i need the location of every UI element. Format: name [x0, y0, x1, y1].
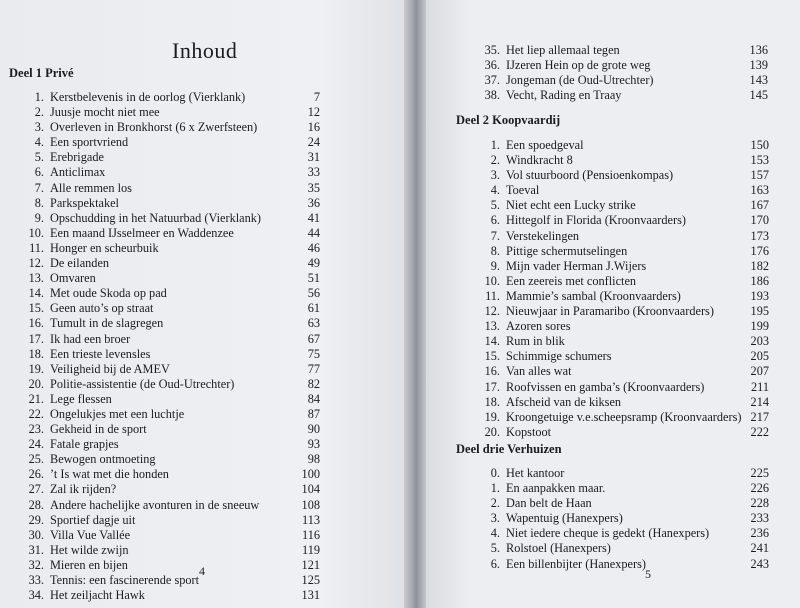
section-heading-deel-2: Deel 2 Koopvaardij [456, 113, 561, 127]
toc-entry [468, 425, 769, 440]
toc-entry-page: 139 [749, 58, 768, 73]
toc-entry [12, 181, 320, 196]
toc-entry [12, 513, 320, 528]
toc-entry [12, 196, 320, 211]
toc-entry-number: 15. [28, 301, 44, 316]
toc-entry-title: Andere hachelijke avonturen in de sneeuw [50, 497, 260, 512]
toc-entry-number: 7. [34, 180, 44, 195]
toc-entry-page: 75 [307, 346, 320, 361]
toc-entry-number: 5. [490, 541, 500, 556]
toc-entry-number: 37. [484, 73, 500, 88]
right-page [426, 0, 800, 608]
toc-entry [12, 241, 320, 256]
toc-entry-number: 22. [28, 406, 44, 421]
toc-entry-page: 35 [307, 180, 320, 195]
toc-entry-title: Een spoedgeval [506, 138, 584, 152]
toc-entry [12, 105, 320, 120]
toc-entry-page: 222 [750, 424, 769, 439]
toc-entry-title: Een trieste levensles [50, 346, 151, 361]
toc-entry-number: 17. [484, 379, 500, 394]
toc-entry-title: Een sportvriend [50, 135, 129, 150]
toc-entry [468, 395, 769, 410]
toc-entry [12, 377, 320, 392]
toc-entry-page: 170 [750, 213, 769, 228]
toc-entry-page: 214 [750, 394, 769, 409]
toc-entry-page: 46 [307, 240, 320, 255]
toc-entry-page: 143 [749, 73, 768, 88]
toc-entry-page: 49 [307, 256, 320, 271]
toc-entry-page: 77 [307, 361, 320, 376]
toc-entry-number: 0. [490, 466, 500, 480]
toc-entry-page: 90 [307, 422, 320, 437]
toc-entry-title: En aanpakken maar. [506, 481, 606, 496]
toc-entry-page: 33 [307, 165, 320, 180]
toc-entry-page: 82 [307, 376, 320, 391]
toc-entry-title: Veiligheid bij de AMEV [50, 361, 170, 376]
toc-entry-title: Schimmige schumers [506, 349, 612, 364]
toc-entry-number: 25. [28, 452, 44, 467]
toc-entry-number: 14. [484, 334, 500, 349]
toc-entry-number: 4. [490, 183, 500, 198]
toc-entry-page: 153 [750, 153, 769, 168]
toc-entry-number: 10. [484, 273, 500, 288]
toc-entry [12, 286, 320, 301]
toc-entry-title: Het kantoor [506, 466, 565, 480]
toc-entry [468, 259, 769, 274]
toc-entry-number: 11. [29, 240, 44, 255]
toc-entry-page: 211 [751, 379, 769, 394]
toc-entry-page: 41 [307, 210, 320, 225]
toc-entry-number: 5. [34, 150, 44, 165]
toc-entry-number: 16. [484, 364, 500, 379]
toc-entry-page: 16 [307, 120, 320, 135]
toc-entry-page: 87 [307, 406, 320, 421]
toc-entry-page: 121 [301, 557, 320, 572]
toc-entry [468, 557, 769, 572]
toc-entry-number: 32. [28, 557, 44, 572]
toc-entry [468, 334, 769, 349]
toc-entry-number: 5. [490, 198, 500, 213]
toc-entry-title: Juusje mocht niet mee [50, 105, 160, 120]
toc-entry-page: 131 [301, 588, 320, 603]
toc-entry-number: 28. [28, 497, 44, 512]
toc-entry-number: 6. [490, 556, 500, 571]
toc-entry-number: 26. [28, 467, 44, 482]
toc-entry-title: Afscheid van de kiksen [506, 394, 622, 409]
toc-entry-number: 10. [28, 225, 44, 240]
toc-entry-page: 44 [307, 225, 320, 240]
toc-entry-number: 3. [490, 168, 500, 183]
toc-entry-number: 1. [490, 481, 500, 496]
toc-entry-title: Azoren sores [506, 319, 571, 334]
toc-entry-number: 12. [484, 304, 500, 319]
toc-entry-number: 8. [34, 195, 44, 210]
toc-entry-number: 13. [484, 319, 500, 334]
toc-entry-number: 6. [34, 165, 44, 180]
toc-entry [468, 289, 769, 304]
toc-entry-page: 241 [750, 541, 769, 556]
toc-entry-title: Ongelukjes met een luchtje [50, 406, 185, 421]
toc-entry-number: 31. [28, 542, 44, 557]
toc-entry-title: Nieuwjaar in Paramaribo (Kroonvaarders) [506, 304, 714, 319]
toc-entry-page: 36 [307, 195, 320, 210]
toc-entry-title: Alle remmen los [50, 180, 132, 195]
toc-entry [468, 364, 769, 379]
section-heading-deel-1: Deel 1 Privé [9, 66, 74, 80]
toc-entry [12, 362, 320, 377]
toc-entry-page: 207 [750, 364, 769, 379]
toc-entry-title: Erebrigade [50, 150, 104, 165]
toc-entry-title: Verstekelingen [506, 228, 580, 243]
toc-entry-page: 163 [750, 183, 769, 198]
toc-entry [12, 301, 320, 316]
toc-entry [12, 452, 320, 467]
toc-entry [468, 349, 769, 364]
toc-entry [468, 229, 769, 244]
toc-entry [12, 573, 320, 588]
toc-entry-number: 27. [28, 482, 44, 497]
toc-entry-title: Kroongetuige v.e.scheepsramp (Kroonvaarders) [506, 409, 742, 424]
toc-entry-number: 9. [490, 258, 500, 273]
toc-entry-title: Dan belt de Haan [506, 496, 592, 511]
toc-entry-title: Een maand IJsselmeer en Waddenzee [50, 225, 234, 240]
toc-entry [12, 437, 320, 452]
toc-entry-page: 173 [750, 228, 769, 243]
toc-entry-page: 217 [750, 409, 769, 424]
toc-entry [468, 43, 768, 58]
toc-entry [468, 244, 769, 259]
toc-entry-title: Een billenbijter (Hanexpers) [506, 556, 646, 571]
toc-entry-page: 186 [750, 273, 769, 288]
toc-entry-number: 7. [490, 228, 500, 243]
toc-entry-page: 225 [750, 466, 769, 480]
toc-entry-number: 14. [28, 286, 44, 301]
toc-entry-page: 125 [301, 573, 320, 587]
toc-entry [12, 211, 320, 226]
toc-entry-page: 24 [307, 135, 320, 150]
toc-entry-title: De eilanden [50, 256, 110, 271]
toc-entry-number: 19. [484, 409, 500, 424]
toc-entry-page: 67 [307, 331, 320, 346]
toc-entry-page: 63 [307, 316, 320, 331]
toc-entry-page: 233 [750, 511, 769, 526]
toc-entry [12, 528, 320, 543]
toc-entry-title: Vecht, Rading en Traay [506, 88, 622, 103]
toc-entry-title: Vol stuurboord (Pensioenkompas) [506, 168, 674, 183]
toc-entry-number: 18. [28, 346, 44, 361]
toc-entry-page: 226 [750, 481, 769, 496]
toc-entry-title: Geen auto’s op straat [50, 301, 154, 316]
toc-entry [12, 316, 320, 331]
toc-entry-page: 236 [750, 526, 769, 541]
toc-entry-number: 6. [490, 213, 500, 228]
toc-entry-title: Politie-assistentie (de Oud-Utrechter) [50, 376, 235, 391]
toc-entry-title: Bewogen ontmoeting [50, 452, 156, 467]
toc-entry-page: 136 [749, 43, 768, 57]
toc-entry [12, 226, 320, 241]
toc-entry-page: 56 [307, 286, 320, 301]
toc-entry [468, 58, 768, 73]
toc-entry-number: 34. [28, 588, 44, 603]
toc-entry-title: Een zeereis met conflicten [506, 273, 637, 288]
toc-entry [12, 332, 320, 347]
toc-entry [468, 168, 769, 183]
toc-entry-number: 1. [34, 90, 44, 104]
toc-entry-title: Villa Vue Vallée [50, 527, 131, 542]
toc-entry [468, 88, 768, 103]
toc-entry-number: 17. [28, 331, 44, 346]
toc-entry-page: 93 [307, 437, 320, 452]
toc-entry-title: Overleven in Bronkhorst (6 x Zwerfsteen) [50, 120, 258, 135]
toc-entry-number: 1. [490, 138, 500, 152]
toc-entry-title: Sportief dagje uit [50, 512, 136, 527]
toc-entry-page: 113 [302, 512, 320, 527]
toc-entry [468, 410, 769, 425]
toc-entry-page: 205 [750, 349, 769, 364]
toc-entry-page: 84 [307, 391, 320, 406]
toc-entry [12, 407, 320, 422]
toc-entry-page: 7 [313, 90, 320, 104]
toc-entry-number: 38. [484, 88, 500, 103]
toc-entry-title: Omvaren [50, 271, 96, 286]
toc-entry-title: Honger en scheurbuik [50, 240, 159, 255]
toc-entry-title: Hittegolf in Florida (Kroonvaarders) [506, 213, 686, 228]
toc-entry-number: 36. [484, 58, 500, 73]
toc-entry-title: Mieren en bijen [50, 557, 128, 572]
toc-entry-page: 199 [750, 319, 769, 334]
toc-entry [468, 319, 769, 334]
toc-entry [12, 347, 320, 362]
toc-entry-title: Van alles wat [506, 364, 572, 379]
book-gutter [404, 0, 426, 608]
toc-entry-number: 4. [490, 526, 500, 541]
toc-entry [468, 466, 769, 481]
toc-entry-page: 195 [750, 304, 769, 319]
toc-entry-number: 4. [34, 135, 44, 150]
toc-list-deel-2 [468, 138, 769, 440]
toc-entry-number: 2. [34, 105, 44, 120]
toc-entry [468, 511, 769, 526]
toc-entry-number: 24. [28, 437, 44, 452]
toc-entry-number: 20. [484, 424, 500, 439]
toc-entry-page: 12 [307, 105, 320, 120]
toc-entry [12, 498, 320, 513]
toc-entry-number: 30. [28, 527, 44, 542]
toc-entry-title: Lege flessen [50, 391, 112, 406]
toc-entry [468, 496, 769, 511]
toc-entry-page: 98 [307, 452, 320, 467]
toc-entry-number: 8. [490, 243, 500, 258]
toc-entry [12, 120, 320, 135]
toc-entry-page: 31 [307, 150, 320, 165]
toc-entry [12, 135, 320, 150]
toc-entry-number: 9. [34, 210, 44, 225]
toc-entry-title: IJzeren Hein op de grote weg [506, 58, 651, 73]
toc-list-deel-1 [12, 90, 320, 603]
toc-entry-title: Jongeman (de Oud-Utrechter) [506, 73, 654, 88]
toc-entry-page: 108 [301, 497, 320, 512]
toc-entry [12, 588, 320, 603]
toc-entry-page: 193 [750, 288, 769, 303]
toc-entry-title: Het zeiljacht Hawk [50, 588, 145, 603]
toc-entry-title: Kerstbelevenis in de oorlog (Vierklank) [50, 90, 246, 104]
toc-entry-title: Tumult in de slagregen [50, 316, 164, 331]
toc-entry [468, 153, 769, 168]
toc-entry-number: 19. [28, 361, 44, 376]
toc-entry-page: 145 [749, 88, 768, 103]
toc-entry-title: Opschudding in het Natuurbad (Vierklank) [50, 210, 261, 225]
toc-entry [12, 482, 320, 497]
toc-entry-title: Rum in blik [506, 334, 565, 349]
toc-entry-page: 119 [302, 542, 320, 557]
toc-list-deel-3 [468, 466, 769, 572]
toc-entry [12, 392, 320, 407]
toc-entry-number: 13. [28, 271, 44, 286]
toc-entry-title: Pittige schermutselingen [506, 243, 628, 258]
toc-entry [12, 543, 320, 558]
toc-entry [12, 558, 320, 573]
toc-entry-title: Parkspektakel [50, 195, 119, 210]
toc-entry-number: 16. [28, 316, 44, 331]
toc-entry [12, 256, 320, 271]
toc-entry-page: 203 [750, 334, 769, 349]
toc-entry-title: Gekheid in de sport [50, 422, 147, 437]
toc-list-deel-1-continued [468, 43, 768, 103]
toc-entry-title: Wapentuig (Hanexpers) [506, 511, 623, 526]
toc-entry-title: Mijn vader Herman J.Wijers [506, 258, 647, 273]
page-number-left: 4 [199, 564, 205, 578]
toc-entry-title: Niet iedere cheque is gedekt (Hanexpers) [506, 526, 710, 541]
page-title: Inhoud [172, 38, 238, 63]
toc-entry-title: Anticlimax [50, 165, 106, 180]
toc-entry-number: 12. [28, 256, 44, 271]
toc-entry [468, 138, 769, 153]
toc-entry-number: 3. [490, 511, 500, 526]
toc-entry-number: 15. [484, 349, 500, 364]
toc-entry [468, 526, 769, 541]
toc-entry-number: 11. [485, 288, 500, 303]
toc-entry-page: 157 [750, 168, 769, 183]
toc-entry-title: Zal ik rijden? [50, 482, 117, 497]
toc-entry-number: 20. [28, 376, 44, 391]
toc-entry-number: 2. [490, 496, 500, 511]
section-heading-deel-3: Deel drie Verhuizen [456, 442, 562, 456]
toc-entry-number: 18. [484, 394, 500, 409]
toc-entry-title: ’t Is wat met die honden [50, 467, 169, 482]
toc-entry [468, 213, 769, 228]
toc-entry-title: Kopstoot [506, 424, 552, 439]
toc-entry [468, 481, 769, 496]
toc-entry-title: Mammie’s sambal (Kroonvaarders) [506, 288, 681, 303]
toc-entry-title: Het wilde zwijn [50, 542, 129, 557]
toc-entry [468, 73, 768, 88]
toc-entry [468, 274, 769, 289]
toc-entry-title: Roofvissen en gamba’s (Kroonvaarders) [506, 379, 705, 394]
toc-entry-page: 182 [750, 258, 769, 273]
toc-entry-number: 29. [28, 512, 44, 527]
toc-entry-page: 228 [750, 496, 769, 511]
toc-entry [12, 150, 320, 165]
toc-entry-page: 116 [302, 527, 320, 542]
toc-entry-page: 167 [750, 198, 769, 213]
toc-entry-title: Niet echt een Lucky strike [506, 198, 636, 213]
toc-entry-title: Windkracht 8 [506, 153, 573, 168]
toc-entry-title: Tennis: een fascinerende sport [50, 573, 200, 587]
toc-entry-title: Rolstoel (Hanexpers) [506, 541, 611, 556]
toc-entry [12, 165, 320, 180]
toc-entry [468, 541, 769, 556]
toc-entry [12, 271, 320, 286]
toc-entry [12, 422, 320, 437]
toc-entry-title: Met oude Skoda op pad [50, 286, 167, 301]
toc-entry-page: 100 [301, 467, 320, 482]
toc-entry-page: 61 [307, 301, 320, 316]
toc-entry-title: Fatale grapjes [50, 437, 119, 452]
toc-entry [468, 380, 769, 395]
page-number-right: 5 [645, 567, 651, 581]
toc-entry-number: 3. [34, 120, 44, 135]
toc-entry [468, 198, 769, 213]
toc-entry-page: 51 [307, 271, 320, 286]
toc-entry-page: 176 [750, 243, 769, 258]
toc-entry-page: 150 [750, 138, 769, 152]
toc-entry [468, 183, 769, 198]
toc-entry-title: Het liep allemaal tegen [506, 43, 620, 57]
toc-entry-page: 243 [750, 556, 769, 571]
toc-entry-page: 104 [301, 482, 320, 497]
toc-entry-title: Ik had een broer [50, 331, 131, 346]
toc-entry-number: 2. [490, 153, 500, 168]
toc-entry-number: 35. [484, 43, 500, 57]
toc-entry [12, 90, 320, 105]
toc-entry [468, 304, 769, 319]
toc-entry [12, 467, 320, 482]
toc-entry-title: Toeval [506, 183, 540, 198]
toc-entry-number: 23. [28, 422, 44, 437]
toc-entry-number: 33. [28, 573, 44, 587]
toc-entry-number: 21. [28, 391, 44, 406]
